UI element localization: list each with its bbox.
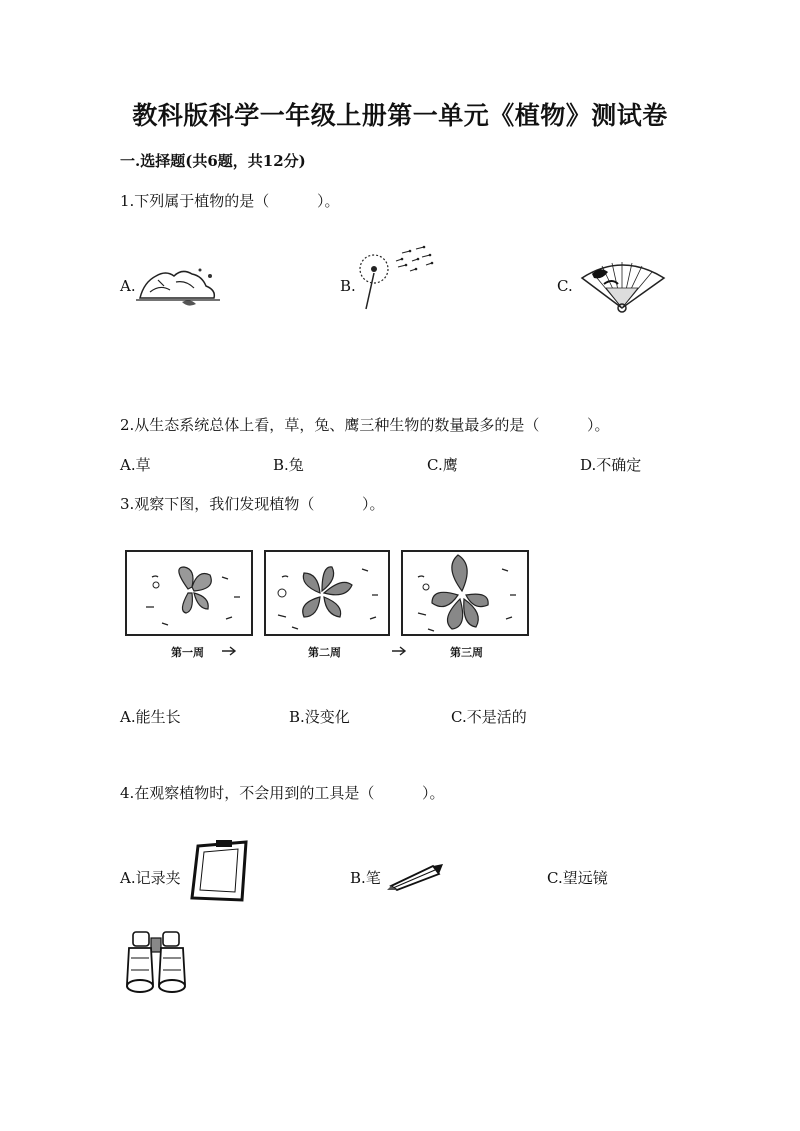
plant-growth-figure [122,547,532,639]
q2-option-b[interactable]: B.兔 [273,456,304,474]
arrow-right-icon [222,646,238,656]
week-1-label: 第一周 [171,646,204,659]
binoculars-icon [123,928,189,994]
q3-option-b[interactable]: B.没变化 [289,708,350,726]
q4-option-a-label[interactable]: A.记录夹 [120,869,181,887]
q2-option-c[interactable]: C.鹰 [427,456,458,474]
dandelion-icon [352,243,438,311]
section-heading: 一.选择题(共6题，共12分) [120,152,306,170]
rock-icon [136,262,222,310]
question-2-stem: 2.从生态系统总体上看，草，兔、鹰三种生物的数量最多的是（ ）。 [120,416,610,434]
q4-option-c-label[interactable]: C.望远镜 [547,869,608,887]
q2-option-d[interactable]: D.不确定 [580,456,642,474]
question-1-stem: 1.下列属于植物的是（ ）。 [120,192,340,210]
folding-fan-icon [578,258,668,314]
q1-option-c-label[interactable]: C. [557,277,573,295]
pencil-icon [385,860,447,892]
q4-option-b-label[interactable]: B.笔 [350,869,381,887]
q3-option-a[interactable]: A.能生长 [120,708,181,726]
q3-option-c[interactable]: C.不是活的 [451,708,527,726]
question-4-stem: 4.在观察植物时，不会用到的工具是（ ）。 [120,784,445,802]
q1-option-a-label[interactable]: A. [120,277,136,295]
clipboard-icon [188,838,252,904]
week-3-label: 第三周 [450,646,483,659]
question-3-stem: 3.观察下图，我们发现植物（ ）。 [120,495,385,513]
page-title: 教科版科学一年级上册第一单元《植物》测试卷 [132,101,668,130]
q2-option-a[interactable]: A.草 [120,456,151,474]
q1-option-b-label[interactable]: B. [340,277,356,295]
arrow-right-icon [392,646,408,656]
week-2-label: 第二周 [308,646,341,659]
